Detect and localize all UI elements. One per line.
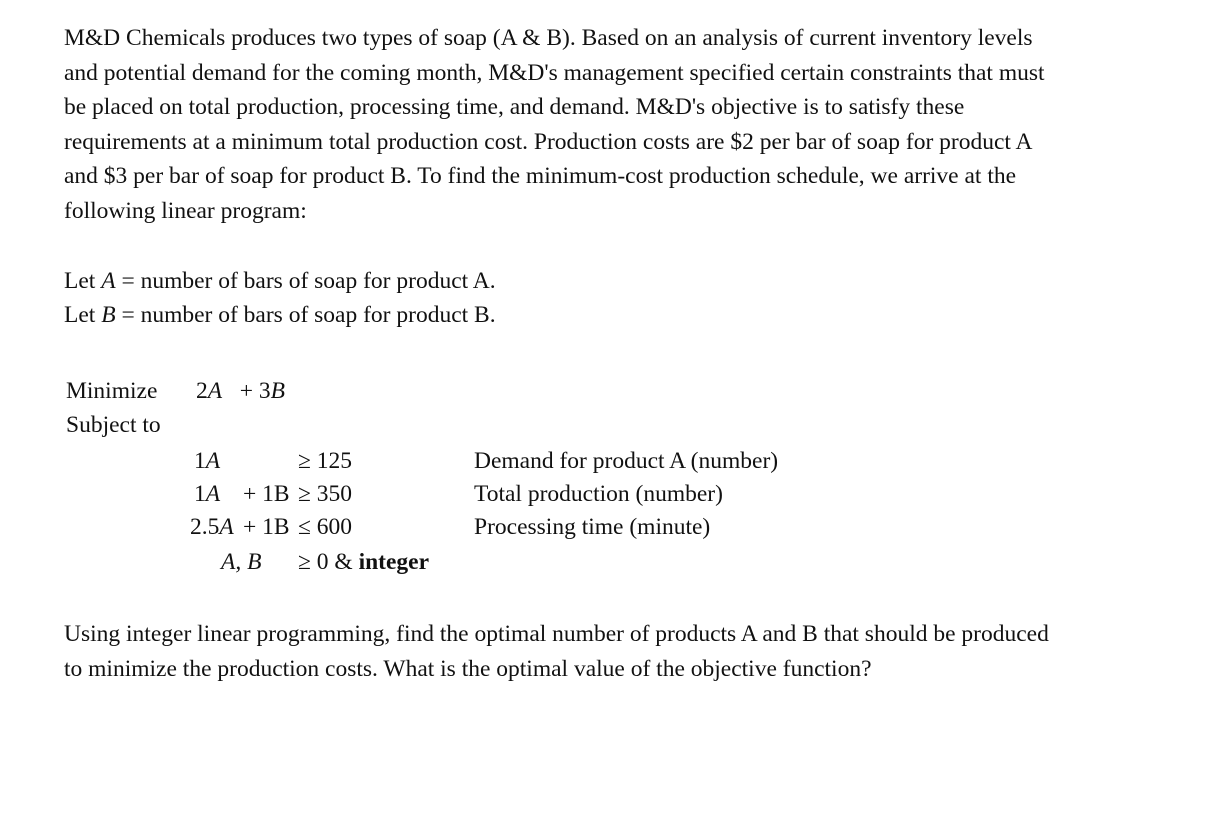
nonneg-var-list: A, B [221,549,262,575]
objective-coef: 2 [196,378,208,404]
nonneg-constraint [298,547,429,577]
question-line: Using integer linear programming, find the optimal number of products A and B that should be produced [64,621,1049,647]
objective-coef: + 3 [239,378,271,404]
problem-statement [64,21,1184,228]
nonneg-vars [221,547,261,577]
definition-prefix: Let [64,302,102,328]
integer-label: integer [358,549,430,575]
definition-text: = number of bars of soap for product B. [115,302,496,328]
constraint-lhs [194,479,220,509]
constraint-rhs: ≥ 350 [298,481,353,507]
constraint-lhs [190,512,234,542]
intro-line: M&D Chemicals produces two types of soap (A & B). Based on an analysis of current inventory levels [64,25,1033,51]
intro-line: be placed on total production, processing time, and demand. M&D's objective is to satisfy these [64,94,965,120]
intro-line: and $3 per bar of soap for product B. To find the minimum-cost production schedule, we arrive at the [64,163,1017,189]
constraint-var: A [205,448,221,474]
objective-function [196,376,285,406]
constraint-description: Demand for product A (number) [474,448,779,474]
objective-var: B [270,378,285,404]
constraint-coef: 2.5 [190,514,220,540]
subject-to-label: Subject to [66,412,161,438]
constraint-var: A [205,481,221,507]
nonneg-rhs: ≥ 0 & [298,549,359,575]
definition-b [64,300,496,330]
definition-text: = number of bars of soap for product A. [115,268,496,294]
constraint-mid: + 1B [243,514,290,540]
question [64,617,1184,686]
constraint-lhs [194,446,220,476]
definition-prefix: Let [64,268,102,294]
intro-line: requirements at a minimum total production cost. Production costs are $2 per bar of soap for product A [64,128,1033,155]
intro-line: and potential demand for the coming month, M&D's management specified certain constraints that must [64,59,1045,86]
question-line: to minimize the production costs. What is the optimal value of the objective function? [64,655,872,682]
constraint-description: Processing time (minute) [474,514,711,540]
constraint-rhs: ≥ 125 [298,448,353,474]
constraint-coef: 1 [194,448,206,474]
variable-name: A [101,268,116,294]
constraint-var: A [219,514,234,540]
constraint-mid: + 1B [243,481,290,507]
minimize-label: Minimize [66,378,158,404]
intro-line: following linear program: [64,197,307,224]
definition-a [64,266,496,296]
constraint-rhs: ≤ 600 [298,514,353,540]
constraint-coef: 1 [194,481,206,507]
variable-name: B [101,302,116,328]
constraint-description: Total production (number) [474,481,723,507]
objective-var: A [207,378,223,404]
